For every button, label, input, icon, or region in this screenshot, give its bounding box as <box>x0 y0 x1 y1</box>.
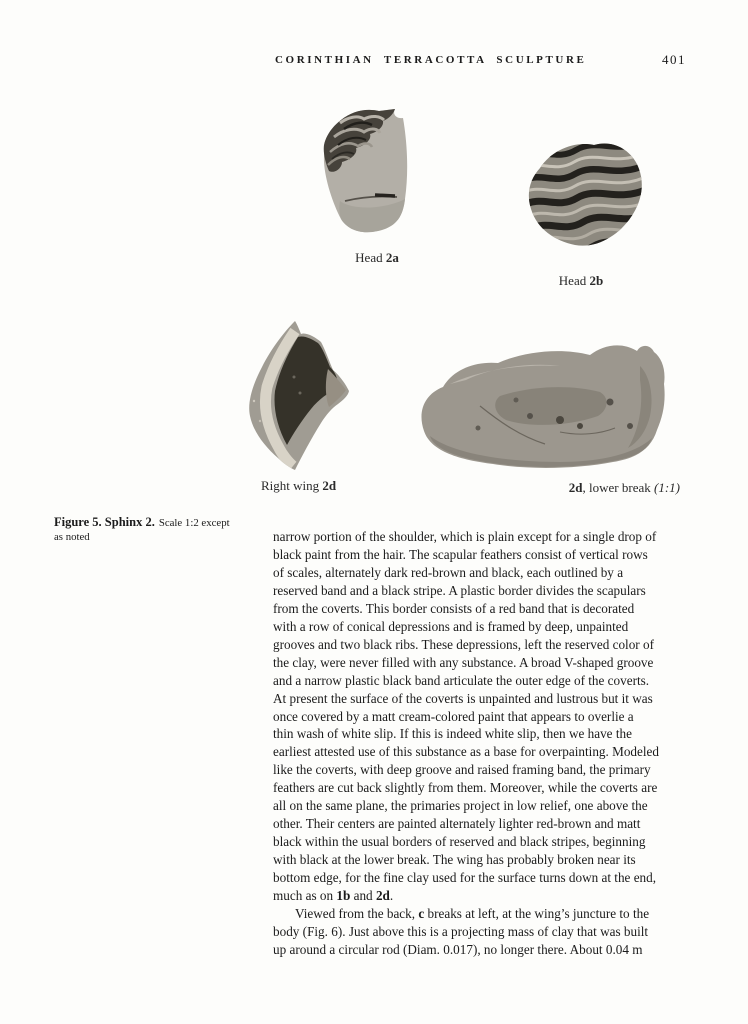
page-number: 401 <box>662 52 686 67</box>
body-line: At present the surface of the coverts is unpainted and lustrous but it was <box>273 690 653 706</box>
figure-caption-title: Figure 5. Sphinx 2. <box>54 515 155 529</box>
head-2b-fragment-illustration <box>516 136 648 259</box>
photo-right-wing-2d <box>242 317 354 475</box>
body-line: feathers are cut back slightly from them. Moreover, while the coverts are <box>273 780 658 796</box>
body-line: earliest attested use of this substance as a base for overpainting. Modeled <box>273 744 659 760</box>
body-line: with a row of conical depressions and is framed by deep, unpainted <box>273 618 629 634</box>
body-line: with black at the lower break. The wing has probably broken near its <box>273 852 636 868</box>
caption-lower-break-2d <box>440 480 680 496</box>
lower-break-fragment-illustration <box>410 336 676 478</box>
head-2a-fragment-illustration <box>314 107 432 241</box>
body-line: much as on 1b and 2d. <box>273 888 394 904</box>
caption-right-wing-2d <box>261 478 336 494</box>
body-line: and a narrow plastic black band articulate the outer edge of the coverts. <box>273 672 650 688</box>
caption-head-2a-text: Head <box>355 250 386 265</box>
body-line: from the coverts. This border consists of a red band that is decorated <box>273 600 635 616</box>
caption-lower-break-scale: (1:1) <box>654 480 680 495</box>
body-line: body (Fig. 6). Just above this is a projecting mass of clay that was built <box>273 923 649 939</box>
body-line: like the coverts, with deep groove and raised framing band, the primary <box>273 762 651 778</box>
body-line: black paint from the hair. The scapular feathers consist of vertical rows <box>273 546 648 562</box>
body-line: thin wash of white slip. If this is indeed white slip, then we have the <box>273 726 632 742</box>
body-line: reserved band and a black stripe. A plastic border divides the scapulars <box>273 582 646 598</box>
running-head-title: CORINTHIAN TERRACOTTA SCULPTURE <box>275 54 587 66</box>
body-line: of scales, alternately dark red-brown and black, each outlined by a <box>273 564 624 580</box>
photo-head-2b <box>516 136 648 259</box>
photo-head-2a <box>314 107 432 241</box>
caption-right-wing-number: 2d <box>322 478 337 493</box>
body-line: up around a circular rod (Diam. 0.017), no longer there. About 0.04 m <box>273 941 643 957</box>
body-line: bottom edge, for the fine clay used for the surface turns down at the end, <box>273 870 657 886</box>
body-text <box>273 528 713 959</box>
body-line: the clay, were never filled with any substance. A broad V-shaped groove <box>273 654 654 670</box>
body-line: Viewed from the back, c breaks at left, at the wing’s juncture to the <box>295 906 650 922</box>
caption-head-2a-number: 2a <box>385 250 399 265</box>
right-wing-fragment-illustration <box>242 317 354 475</box>
caption-head-2a <box>312 250 442 266</box>
body-line: other. Their centers are painted alternately lighter red-brown and matt <box>273 816 641 832</box>
caption-head-2b-number: 2b <box>589 273 604 288</box>
body-line: narrow portion of the shoulder, which is plain except for a single drop of <box>273 529 657 544</box>
figure-caption <box>54 515 264 544</box>
photo-lower-break-2d <box>410 336 676 478</box>
caption-right-wing-text: Right wing <box>261 478 323 493</box>
caption-lower-break-text: , lower break <box>582 480 654 495</box>
body-line: once covered by a matt cream-colored paint that appears to overlie a <box>273 708 634 724</box>
figure-caption-scale-note: Scale 1:2 except <box>158 517 230 529</box>
body-line: all on the same plane, the primaries project in low relief, one above the <box>273 798 648 814</box>
caption-head-2b-text: Head <box>558 273 590 288</box>
caption-head-2b <box>515 273 647 289</box>
caption-lower-break-number: 2d <box>568 480 583 495</box>
body-line: grooves and two black ribs. These depressions, left the reserved color of <box>273 636 654 652</box>
body-line: black within the usual borders of reserved and black stripes, beginning <box>273 834 646 850</box>
figure-caption-line1 <box>54 515 264 531</box>
figure-caption-line2: as noted <box>54 530 90 543</box>
